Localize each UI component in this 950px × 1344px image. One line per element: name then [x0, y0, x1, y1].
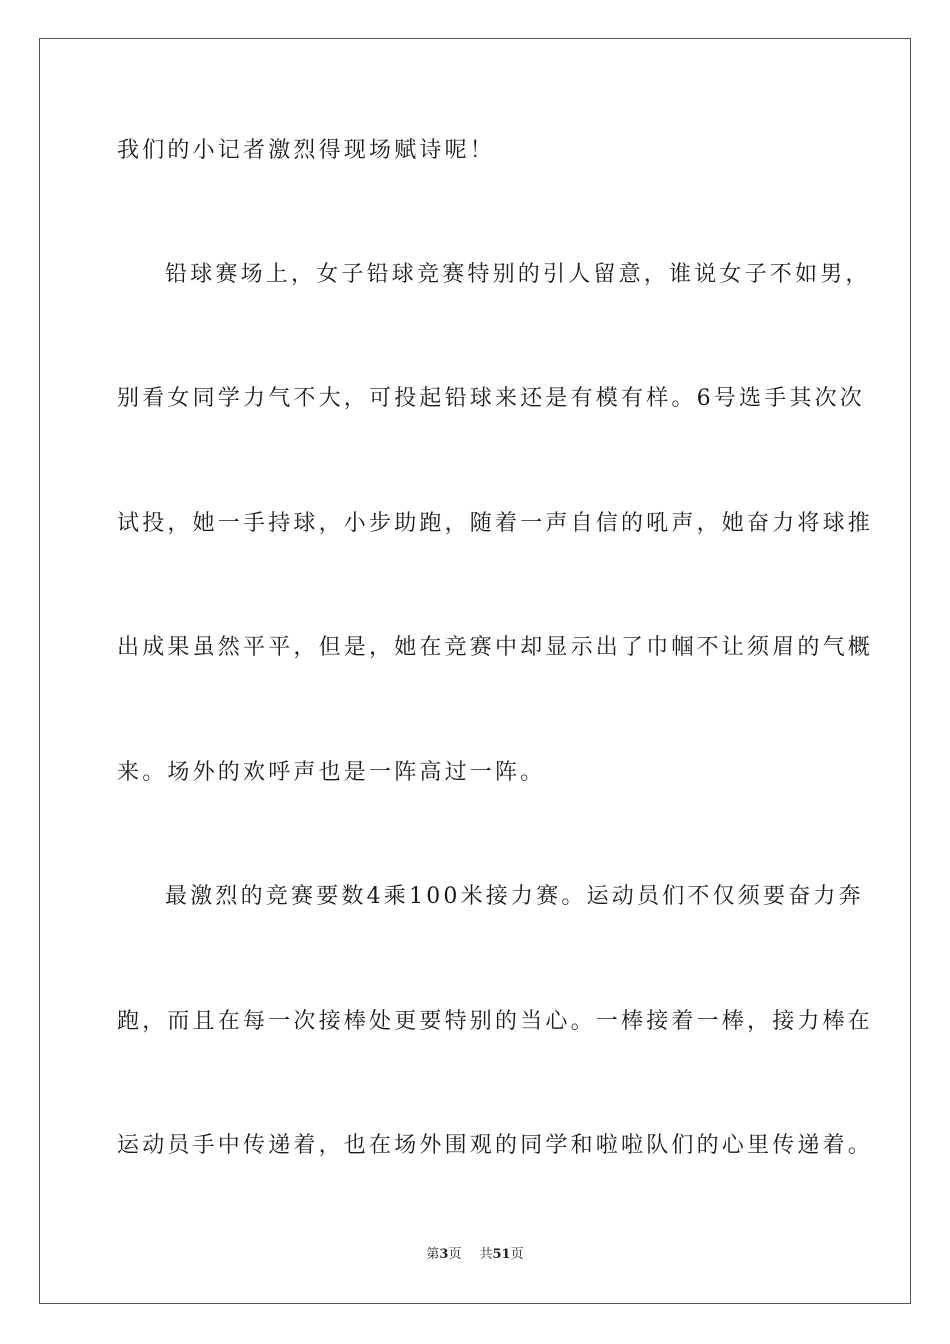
footer-total-prefix: 共 [479, 1247, 493, 1262]
text-line-2: 铅球赛场上，女子铅球竞赛特别的引人留意，谁说女子不如男， [165, 262, 871, 287]
text-line-6: 来。场外的欢呼声也是一阵高过一阵。 [117, 760, 546, 785]
footer-page-number: 3 [439, 1247, 449, 1262]
text-line-7: 最激烈的竞赛要数4乘100米接力赛。运动员们不仅须要奋力奔 [165, 884, 864, 909]
page-border [39, 38, 911, 1304]
text-line-9: 运动员手中传递着，也在场外围观的同学和啦啦队们的心里传递着。 [117, 1133, 874, 1158]
footer-total-pages: 51 [492, 1247, 511, 1262]
text-line-4: 试投，她一手持球，小步助跑，随着一声自信的吼声，她奋力将球推 [117, 511, 874, 536]
text-line-8: 跑，而且在每一次接棒处更要特别的当心。一棒接着一棒，接力棒在 [117, 1009, 874, 1034]
footer-page-prefix: 第 [426, 1247, 440, 1262]
text-line-3: 别看女同学力气不大，可投起铅球来还是有模有样。6号选手其次次 [117, 386, 865, 411]
text-line-5: 出成果虽然平平，但是，她在竞赛中却显示出了巾帼不让须眉的气概 [117, 635, 874, 660]
footer-page-suffix: 页 [448, 1247, 462, 1262]
footer-total-suffix: 页 [510, 1247, 524, 1262]
page-footer [0, 1246, 950, 1264]
text-line-1: 我们的小记者激烈得现场赋诗呢！ [117, 138, 496, 163]
